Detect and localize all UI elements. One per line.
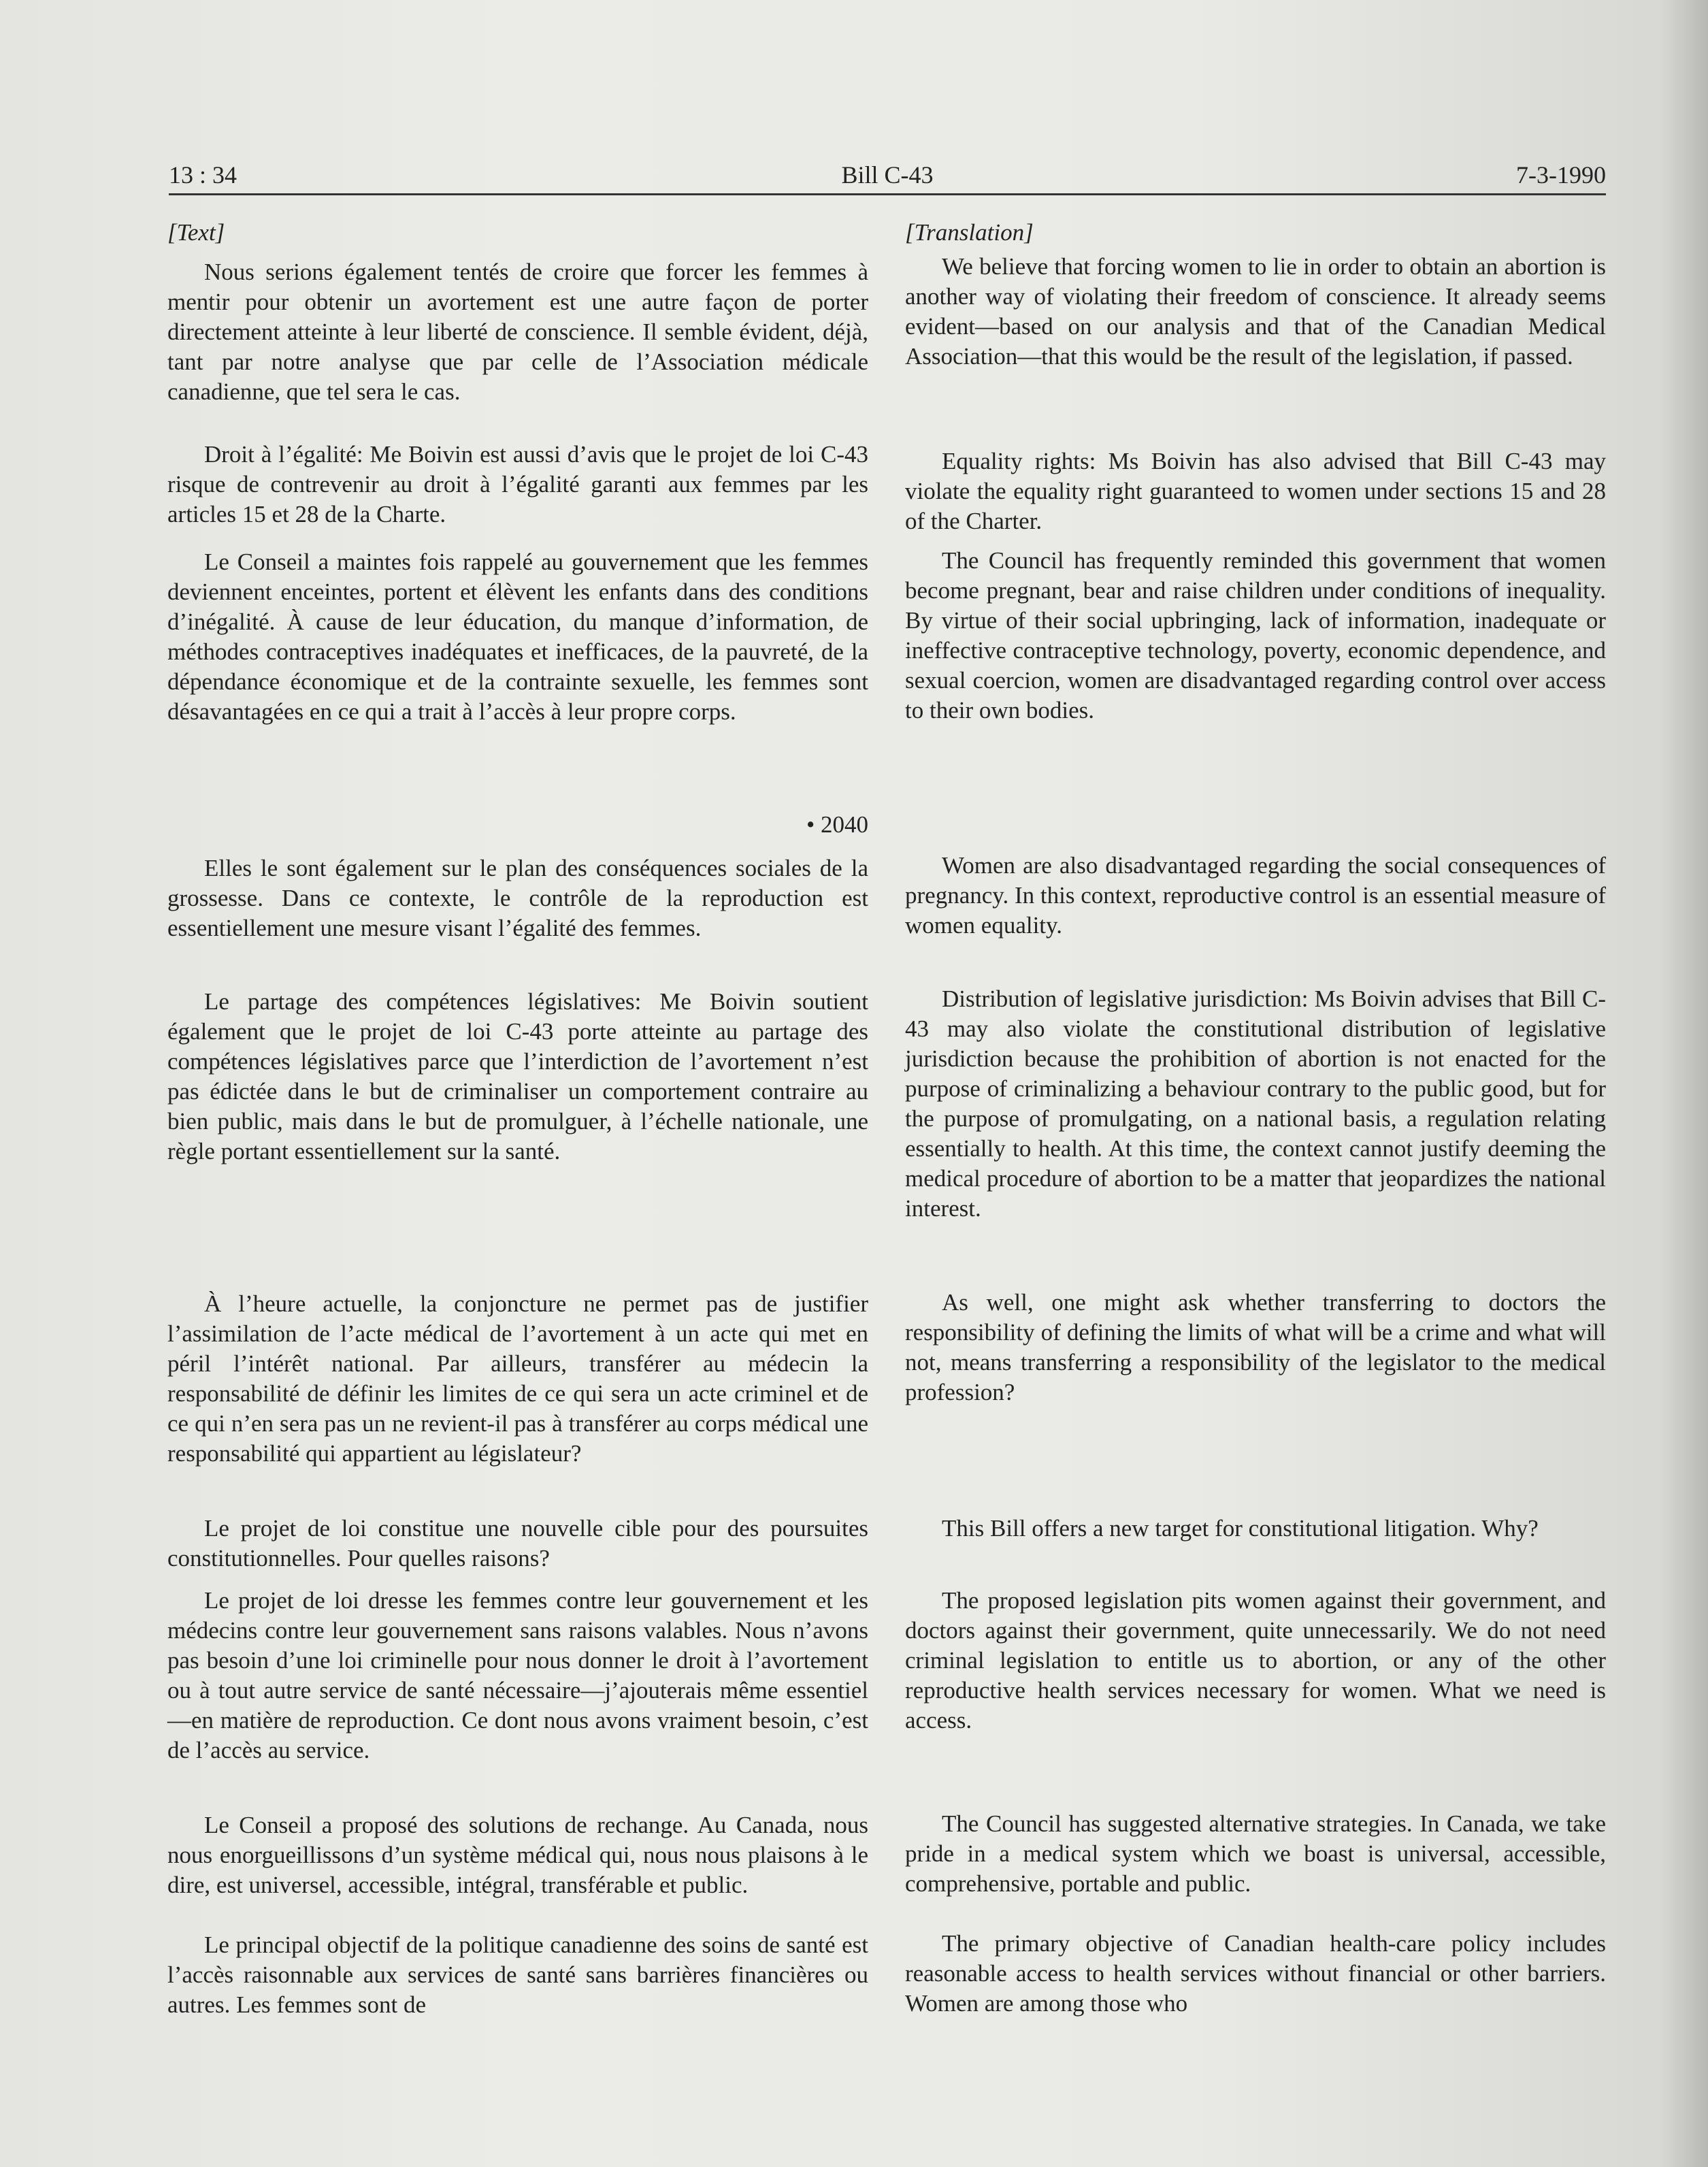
en-paragraph-10: The primary objective of Canadian health-care policy includes reasonable access to health services without financial or other barriers. Women are among those who bbox=[905, 1930, 1606, 2017]
fr-paragraph-3: Le Conseil a maintes fois rappelé au gouvernement que les femmes deviennent enceintes, portent et élèvent les enfants dans des conditions d’inégalité. À cause de leur éducation, du manque d’information, de méthodes contraceptives inadéquates et inefficaces, de la pauvreté, de la dépendance économique et de la contrainte sexuelle, les femmes sont désavantagées en ce qui a trait à l’accès à leur propre corps. bbox=[167, 549, 868, 725]
bill-title: Bill C-43 bbox=[841, 161, 934, 189]
english-column bbox=[905, 218, 1606, 2017]
fr-paragraph-9: Le Conseil a proposé des solutions de rechange. Au Canada, nous nous enorgueillissons d’un système médical qui, nous nous plaisons à le dire, est universel, accessible, intégral, transférable et public. bbox=[167, 1812, 868, 1898]
fr-paragraph-5: Le partage des compétences législatives: Me Boivin soutient également que le projet de loi C-43 porte atteinte au partage des compétences législatives parce que l’interdiction de l’avortement n’est pas édictée dans le but de criminaliser un comportement contraire au bien public, mais dans le but de promulguer, à l’échelle nationale, une règle portant essentiellement sur la santé. bbox=[167, 988, 868, 1164]
fr-paragraph-7: Le projet de loi constitue une nouvelle cible pour des poursuites constitutionnelles. Pour quelles raisons? bbox=[167, 1515, 868, 1571]
en-paragraph-2: Equality rights: Ms Boivin has also advised that Bill C-43 may violate the equality right guaranteed to women under sections 15 and 28 of the Charter. bbox=[905, 448, 1606, 534]
fr-paragraph-8: Le projet de loi dresse les femmes contre leur gouvernement et les médecins contre leur gouvernement sans raisons valables. Nous n’avons pas besoin d’une loi criminelle pour nous donner le droit à l’avortement ou à tout autre service de santé nécessaire—j’ajouterais même essentiel—en matière de reproduction. Ce dont nous avons vraiment besoin, c’est de l’accès au service. bbox=[167, 1587, 868, 1763]
page-edge-shadow bbox=[1660, 0, 1708, 2167]
fr-paragraph-4: Elles le sont également sur le plan des conséquences sociales de la grossesse. Dans ce contexte, le contrôle de la reproduction est essentiellement une mesure visant l’égalité des femmes. bbox=[167, 855, 868, 941]
header-rule bbox=[169, 193, 1606, 195]
en-paragraph-6: As well, one might ask whether transferring to doctors the responsibility of defining the limits of what will be a crime and what will not, means transferring a responsibility of the legislator to the medical profession? bbox=[905, 1289, 1606, 1405]
translation-label: [Translation] bbox=[905, 219, 1034, 246]
page-date: 7-3-1990 bbox=[1516, 161, 1606, 189]
en-paragraph-3: The Council has frequently reminded this government that women become pregnant, bear and raise children under conditions of inequality. By virtue of their social upbringing, lack of information, inadequate or ineffective contraceptive technology, poverty, economic dependence, and sexual coercion, women are disadvantaged regarding control over access to their own bodies. bbox=[905, 547, 1606, 723]
en-paragraph-1: We believe that forcing women to lie in order to obtain an abortion is another way of violating their freedom of conscience. It already seems evident—based on our analysis and that of the Canadian Medical Association—that this would be the result of the legislation, if passed. bbox=[905, 253, 1606, 370]
fr-paragraph-6: À l’heure actuelle, la conjoncture ne permet pas de justifier l’assimilation de l’acte médical de l’avortement à un acte qui met en péril l’intérêt national. Par ailleurs, transférer au médecin la responsabilité de définir les limites de ce qui sera un acte criminel et de ce qui n’en sera pas un ne revient-il pas à transférer au corps médical une responsabilité qui appartient au législateur? bbox=[167, 1290, 868, 1467]
page-header bbox=[169, 161, 1606, 201]
fr-paragraph-10: Le principal objectif de la politique canadienne des soins de santé est l’accès raisonnable aux services de santé sans barrières financières ou autres. Les femmes sont de bbox=[167, 1932, 868, 2018]
en-paragraph-5: Distribution of legislative jurisdiction: Ms Boivin advises that Bill C-43 may also violate the constitutional distribution of legislative jurisdiction because the prohibition of abortion is not enacted for the purpose of criminalizing a behaviour contrary to the public good, but for the purpose of promulgating, on a national basis, a regulation relating essentially to health. At this time, the context cannot justify deeming the medical procedure of abortion to be a matter that jeopardizes the national interest. bbox=[905, 985, 1606, 1222]
fr-paragraph-2: Droit à l’égalité: Me Boivin est aussi d’avis que le projet de loi C-43 risque de contrevenir au droit à l’égalité garanti aux femmes par les articles 15 et 28 de la Charte. bbox=[167, 441, 868, 527]
fr-paragraph-1: Nous serions également tentés de croire que forcer les femmes à mentir pour obtenir un avortement est une autre façon de porter directement atteinte à leur liberté de conscience. Il semble évident, déjà, tant par notre analyse que par celle de l’Association médicale canadienne, que tel sera le cas. bbox=[167, 259, 868, 405]
en-paragraph-7: This Bill offers a new target for constitutional litigation. Why? bbox=[942, 1515, 1539, 1542]
time-stamp: • 2040 bbox=[806, 811, 868, 838]
en-paragraph-8: The proposed legislation pits women against their government, and doctors against their government, quite unnecessarily. We do not need criminal legislation to entitle us to abortion, or any of the other reproductive health services necessary for women. What we need is access. bbox=[905, 1587, 1606, 1733]
en-paragraph-9: The Council has suggested alternative strategies. In Canada, we take pride in a medical system which we boast is universal, accessible, comprehensive, portable and public. bbox=[905, 1810, 1606, 1897]
french-column bbox=[167, 218, 868, 2018]
page-number: 13 : 34 bbox=[169, 161, 237, 189]
text-label: [Text] bbox=[167, 219, 225, 246]
en-paragraph-4: Women are also disadvantaged regarding the social consequences of pregnancy. In this context, reproductive control is an essential measure of women equality. bbox=[905, 852, 1606, 939]
